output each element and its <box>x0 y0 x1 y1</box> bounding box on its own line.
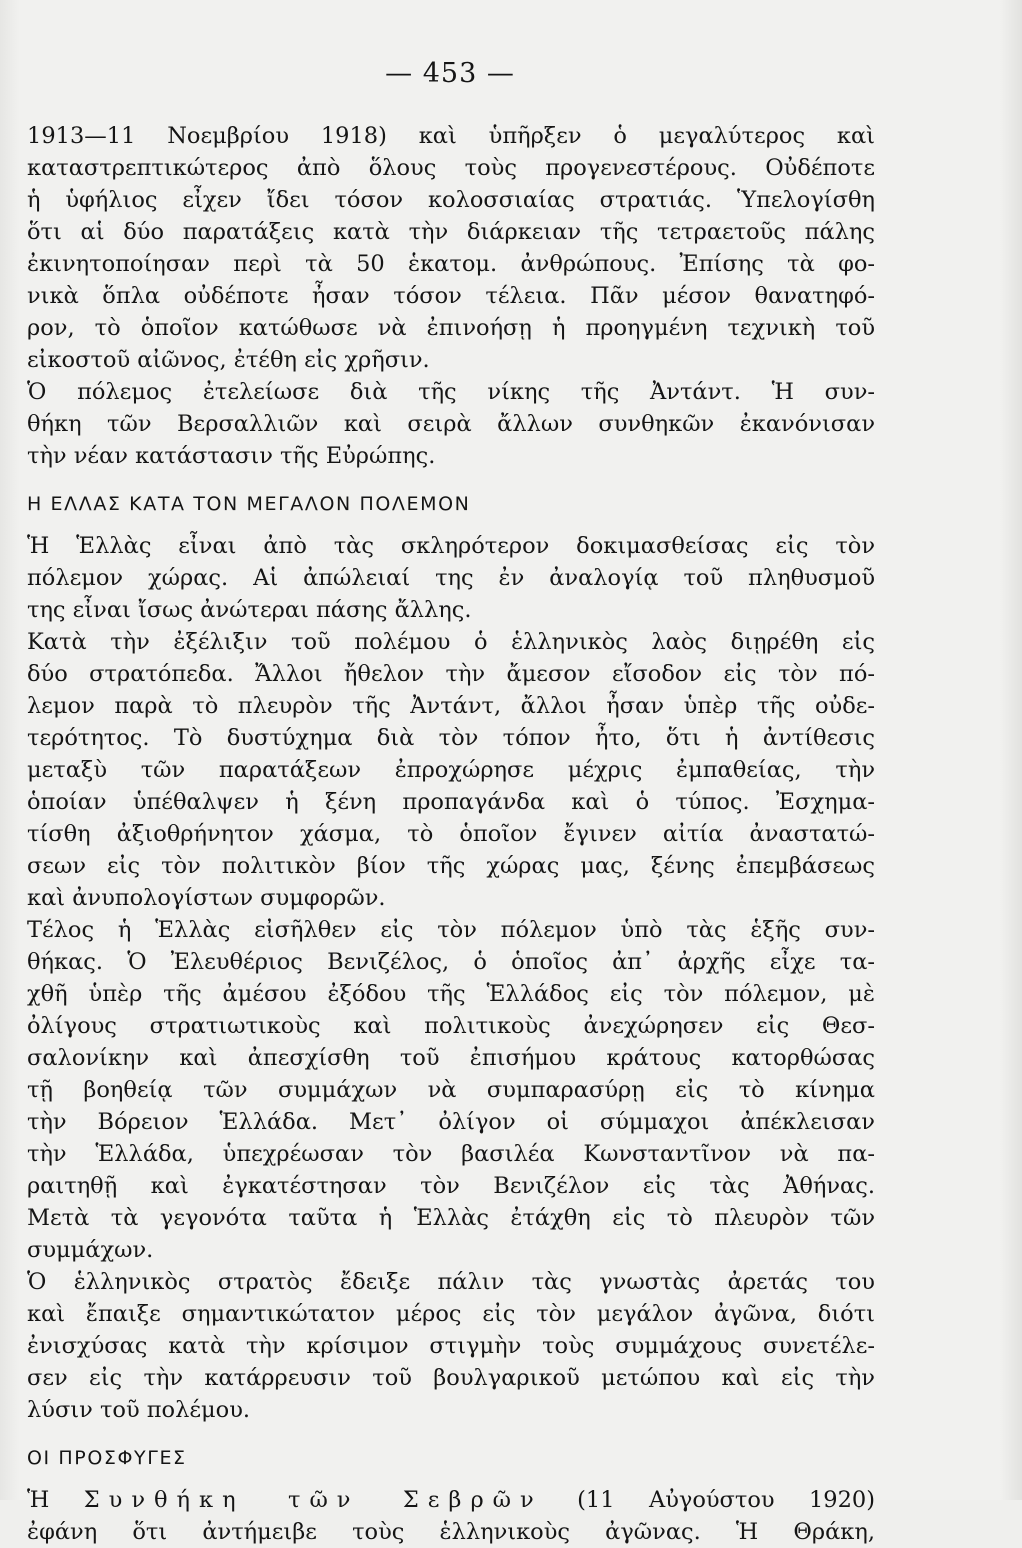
text-line: καταστρεπτικώτερος ἀπὸ ὅλους τοὺς προγενεστέρους. Οὐδέποτε <box>27 155 875 181</box>
text-line: θήκας. Ὁ Ἐλευθέριος Βενιζέλος, ὁ ὁποῖος ἀπ᾿ ἀρχῆς εἶχε τα- <box>27 949 875 975</box>
text-line: Κατὰ τὴν ἐξέλιξιν τοῦ πολέμου ὁ ἑλληνικὸς λαὸς διῃρέθη εἰς <box>27 629 875 655</box>
text-line: δύο στρατόπεδα. Ἄλλοι ἤθελον τὴν ἄμεσον εἴσοδον εἰς τὸν πό- <box>27 661 875 687</box>
text-line: Τέλος ἡ Ἑλλὰς εἰσῆλθεν εἰς τὸν πόλεμον ὑπὸ τὰς ἑξῆς συν- <box>27 917 875 943</box>
text-line: ὅτι αἱ δύο παρατάξεις κατὰ τὴν διάρκειαν τῆς τετραετοῦς πάλης <box>27 219 875 245</box>
text-line: χθῆ ὑπὲρ τῆς ἀμέσου ἐξόδου τῆς Ἑλλάδος εἰς τὸν πόλεμον, μὲ <box>27 981 875 1007</box>
text-line: ρον, τὸ ὁποῖον κατώθωσε νὰ ἐπινοήσῃ ἡ προηγμένη τεχνικὴ τοῦ <box>27 315 875 341</box>
text-line: Ἡ Ἑλλὰς εἶναι ἀπὸ τὰς σκληρότερον δοκιμασθείσας εἰς τὸν <box>27 533 875 559</box>
text-line: σεν εἰς τὴν κατάρρευσιν τοῦ βουλγαρικοῦ μετώπου καὶ εἰς τὴν <box>27 1365 875 1391</box>
section-heading-refugees: ΟΙ ΠΡΟΣΦΥΓΕΣ <box>27 1447 187 1469</box>
text-line: τὴν Βόρειον Ἑλλάδα. Μετ᾿ ὀλίγον οἱ σύμμαχοι ἀπέκλεισαν <box>27 1109 875 1135</box>
text-line: θήκη τῶν Βερσαλλιῶν καὶ σειρὰ ἄλλων συνθηκῶν ἐκανόνισαν <box>27 411 875 437</box>
section-heading-greece-in-war: Η ΕΛΛΑΣ ΚΑΤΑ ΤΟΝ ΜΕΓΑΛΟΝ ΠΟΛΕΜΟΝ <box>27 493 471 515</box>
text-line: πόλεμον χώρας. Αἱ ἀπώλειαί της ἐν ἀναλογίᾳ τοῦ πληθυσμοῦ <box>27 565 875 591</box>
text-line: ὁποίαν ὑπέθαλψεν ἡ ξένη προπαγάνδα καὶ ὁ τύπος. Ἐσχημα- <box>27 789 875 815</box>
paragraph-national-schism <box>27 626 875 914</box>
text-line: μεταξὺ τῶν παρατάξεων ἐπροχώρησε μέχρις ἐμπαθείας, τὴν <box>27 757 875 783</box>
text-line: τίσθη ἀξιοθρήνητον χάσμα, τὸ ὁποῖον ἔγινεν αἰτία ἀναστατώ- <box>27 821 875 847</box>
spaced-treaty-name: Συνθήκη τῶν Σεβρῶν <box>83 1487 543 1513</box>
text-line: ραιτηθῇ καὶ ἐγκατέστησαν τὸν Βενιζέλον εἰς τὰς Ἀθήνας. <box>27 1173 875 1199</box>
text-line: λύσιν τοῦ πολέμου. <box>27 1397 251 1423</box>
paragraph-war-overview <box>27 120 875 376</box>
text-fragment: (11 Αὐγούστου 1920) <box>577 1487 876 1513</box>
text-line: ὀλίγους στρατιωτικοὺς καὶ πολιτικοὺς ἀνεχώρησεν εἰς Θεσ- <box>27 1013 875 1039</box>
body-text <box>27 120 875 1548</box>
text-line: σεων εἰς τὸν πολιτικὸν βίον τῆς χώρας μας, ξένης ἐπεμβάσεως <box>27 853 875 879</box>
text-line: καὶ ἀνυπολογίστων συμφορῶν. <box>27 885 386 911</box>
paragraph-greece-losses <box>27 530 875 626</box>
paragraph-greek-army <box>27 1266 875 1426</box>
paragraph-war-end <box>27 376 875 472</box>
text-line: ἐνισχύσας κατὰ τὴν κρίσιμον στιγμὴν τοὺς συμμάχους συνετέλε- <box>27 1333 875 1359</box>
text-line: ἐφάνη ὅτι ἀντήμειβε τοὺς ἑλληνικοὺς ἀγῶνας. Ἡ Θράκη, <box>27 1519 875 1545</box>
text-line: τὴν Ἑλλάδα, ὑπεχρέωσαν τὸν βασιλέα Κωνσταντῖνον νὰ πα- <box>27 1141 875 1167</box>
paragraph-treaty-sevres <box>27 1484 875 1548</box>
text-line: 1913—11 Νοεμβρίου 1918) καὶ ὑπῆρξεν ὁ μεγαλύτερος καὶ <box>27 123 875 149</box>
text-line: ἡ ὑφήλιος εἶχεν ἴδει τόσον κολοσσιαίας στρατιάς. Ὑπελογίσθη <box>27 187 875 213</box>
page-number: — 453 — <box>385 58 515 89</box>
text-line: καὶ ἔπαιξε σημαντικώτατον μέρος εἰς τὸν μεγάλον ἀγῶνα, διότι <box>27 1301 875 1327</box>
text-line: ἐκινητοποίησαν περὶ τὰ 50 ἑκατομ. ἀνθρώπους. Ἐπίσης τὰ φο- <box>27 251 875 277</box>
text-line: νικὰ ὅπλα οὐδέποτε ἦσαν τόσον τέλεια. Πᾶν μέσον θανατηφό- <box>27 283 875 309</box>
text-fragment: Ἡ <box>27 1487 50 1513</box>
text-line: σαλονίκην καὶ ἀπεσχίσθη τοῦ ἐπισήμου κράτους κατορθώσας <box>27 1045 875 1071</box>
paragraph-entry-into-war <box>27 914 875 1266</box>
text-line: Ὁ ἑλληνικὸς στρατὸς ἔδειξε πάλιν τὰς γνωστὰς ἀρετάς του <box>27 1269 875 1295</box>
text-line <box>27 1484 875 1516</box>
text-line: εἰκοστοῦ αἰῶνος, ἐτέθη εἰς χρῆσιν. <box>27 347 430 373</box>
text-line: τερότητος. Τὸ δυστύχημα διὰ τὸν τόπον ἦτο, ὅτι ἡ ἀντίθεσις <box>27 725 875 751</box>
text-line: συμμάχων. <box>27 1237 154 1263</box>
text-line: της εἶναι ἴσως ἀνώτεραι πάσης ἄλλης. <box>27 597 472 623</box>
text-line: τῇ βοηθείᾳ τῶν συμμάχων νὰ συμπαρασύρῃ εἰς τὸ κίνημα <box>27 1077 875 1103</box>
text-line: λεμον παρὰ τὸ πλευρὸν τῆς Ἀντάντ, ἄλλοι ἦσαν ὑπὲρ τῆς οὐδε- <box>27 693 875 719</box>
text-line: Ὁ πόλεμος ἐτελείωσε διὰ τῆς νίκης τῆς Ἀντάντ. Ἡ συν- <box>27 379 875 405</box>
text-line: Μετὰ τὰ γεγονότα ταῦτα ἡ Ἑλλὰς ἐτάχθη εἰς τὸ πλευρὸν τῶν <box>27 1205 875 1231</box>
text-line: τὴν νέαν κατάστασιν τῆς Εὐρώπης. <box>27 443 436 469</box>
